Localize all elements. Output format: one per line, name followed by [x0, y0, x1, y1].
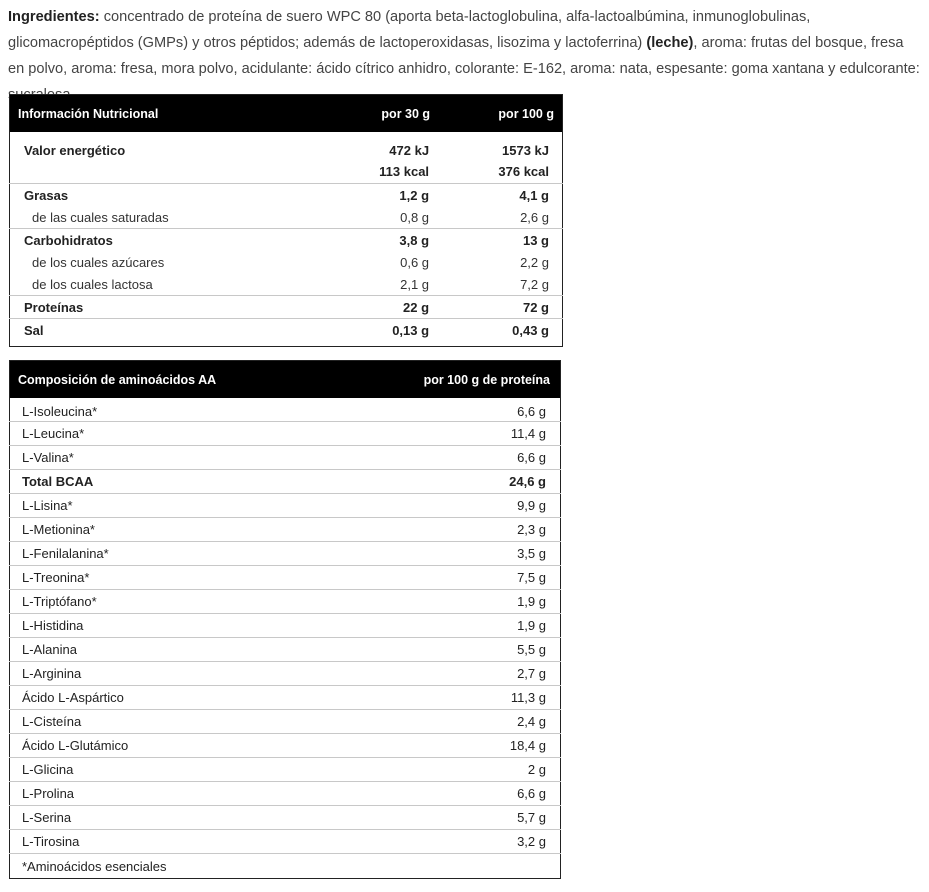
table-row: L-Leucina* 11,4 g [10, 422, 561, 446]
nutrition-row: Sal 0,13 g 0,43 g [10, 319, 563, 342]
table-row: L-Valina* 6,6 g [10, 446, 561, 470]
nutrition-header-per30: por 30 g [310, 95, 438, 133]
nutrition-energy-kj-100: 1573 kJ [502, 142, 549, 158]
nutrition-row: Carbohidratos 3,8 g 13 g [10, 229, 563, 252]
essential-amino-note: *Aminoácidos esenciales [10, 854, 561, 879]
table-row: L-Tirosina 3,2 g [10, 830, 561, 854]
nutrition-row: de los cuales lactosa 2,1 g 7,2 g [32, 276, 549, 292]
nutrition-energy-kcal-100: 376 kcal [498, 164, 549, 179]
ingredients-text-2: , aroma: frutas del bosque, fresa en polvo, aroma: fresa, mora polvo, acidulante: ácido cítrico anhidro, colorante: E-162, aroma: nata, espesante: goma xantana y edulcorante: [8, 35, 920, 77]
nutrition-row: de las cuales saturadas 0,8 g 2,6 g [32, 209, 549, 225]
table-row: L-Prolina 6,6 g [10, 782, 561, 806]
table-row: L-Alanina 5,5 g [10, 638, 561, 662]
table-row: Ácido L-Glutámico 18,4 g [10, 734, 561, 758]
nutrition-energy-label: Valor energético [24, 142, 126, 158]
nutrition-row: Grasas 1,2 g 4,1 g [10, 184, 563, 207]
nutrition-header-row [10, 95, 563, 133]
table-row: L-Metionina* 2,3 g [10, 518, 561, 542]
nutrition-row-energy [10, 132, 563, 160]
table-row: L-Cisteína 2,4 g [10, 710, 561, 734]
table-row: L-Histidina 1,9 g [10, 614, 561, 638]
ingredients-allergen: (leche) [646, 35, 694, 51]
table-row: L-Treonina* 7,5 g [10, 566, 561, 590]
nutrition-energy-kj-30: 472 kJ [389, 142, 430, 158]
table-row: L-Glicina 2 g [10, 758, 561, 782]
ingredients-paragraph [8, 4, 923, 108]
table-row: L-Isoleucina* 6,6 g [22, 404, 546, 419]
table-row: Ácido L-Aspártico 11,3 g [10, 686, 561, 710]
ingredients-text-1: concentrado de proteína de suero WPC 80 (aporta beta-lactoglobulina, alfa-lactoalbúmina, inmunoglobulinas, glicomacropéptidos (GMPs) y otros péptidos; además de lactoperoxidasas, lisozima y lactoferrina) [8, 9, 811, 51]
nutrition-row: de los cuales azúcares 0,6 g 2,2 g [32, 254, 549, 270]
table-row: L-Triptófano* 1,9 g [10, 590, 561, 614]
table-footnote-row [10, 854, 561, 879]
table-row: L-Lisina* 9,9 g [10, 494, 561, 518]
table-row-total-bcaa: Total BCAA 24,6 g [10, 470, 561, 494]
amino-table-body [10, 398, 561, 879]
amino-header-per100: por 100 g de proteína [341, 361, 561, 399]
nutrition-energy-kcal-30: 113 kcal [379, 164, 430, 179]
nutrition-header-name: Información Nutricional [10, 95, 310, 133]
table-row: L-Arginina 2,7 g [10, 662, 561, 686]
amino-acid-table [9, 360, 561, 879]
nutrition-header-per100: por 100 g [438, 95, 562, 133]
ingredients-label: Ingredientes: [8, 9, 100, 25]
nutrition-row-energy-kcal [10, 160, 563, 184]
amino-header-name: Composición de aminoácidos AA [10, 361, 341, 399]
amino-header-row [10, 361, 561, 399]
nutrition-row: Proteínas 22 g 72 g [10, 296, 563, 319]
nutrition-table [9, 94, 563, 347]
table-row: L-Fenilalanina* 3,5 g [10, 542, 561, 566]
table-row: L-Serina 5,7 g [10, 806, 561, 830]
